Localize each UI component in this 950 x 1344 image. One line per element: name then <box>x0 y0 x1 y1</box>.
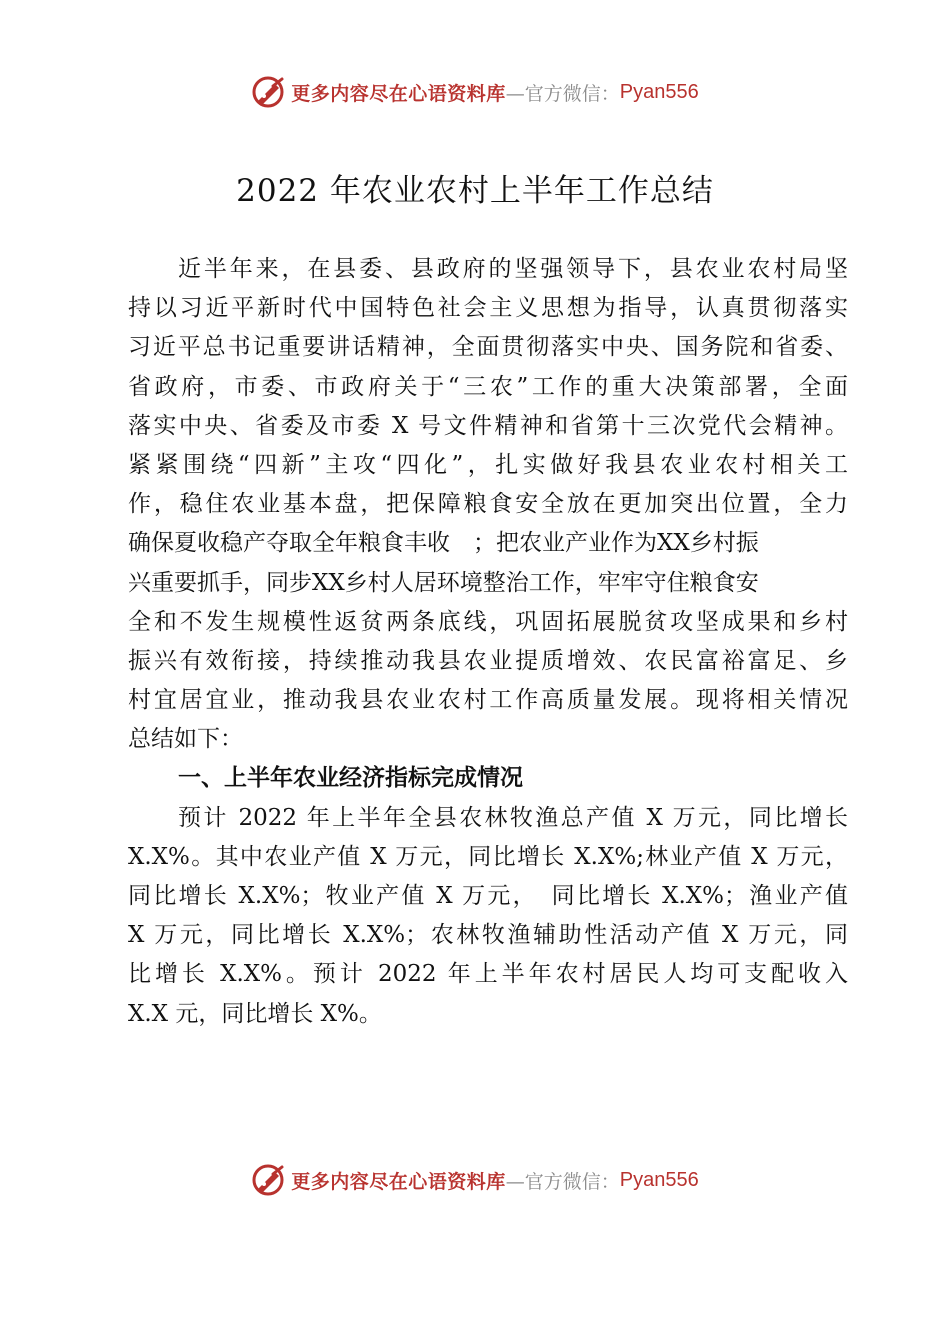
watermark-separator: —官方微信： <box>505 1170 620 1193</box>
watermark-wechat-id: Pyan556 <box>619 80 699 103</box>
pen-logo-icon <box>251 1163 285 1197</box>
paragraph-1-line: 习近平总书记重要讲话精神，全面贯彻落实中央、国务院和省委、 <box>128 334 848 361</box>
paragraph-2-line: X.X 元，同比增长 X%。 <box>128 1000 382 1027</box>
paragraph-2-line: X.X%。其中农业产值 X 万元，同比增长 X.X%;林业产值 X 万元， <box>128 843 848 870</box>
paragraph-2-line: X 万元，同比增长 X.X%；农林牧渔辅助性活动产值 X 万元，同 <box>128 922 848 949</box>
paragraph-1-line: 村宜居宜业，推动我县农业农村工作高质量发展。现将相关情况 <box>128 687 848 714</box>
paragraph-2-line: 比增长 X.X%。预计 2022 年上半年农村居民人均可支配收入 <box>128 961 848 988</box>
watermark-separator: —官方微信： <box>505 82 620 105</box>
paragraph-2-line: 预计 2022 年上半年全县农林牧渔总产值 X 万元，同比增长 <box>178 804 848 831</box>
pen-logo-icon <box>251 75 285 109</box>
document-body <box>128 250 848 1034</box>
paragraph-1-line: 兴重要抓手，同步XX乡村人居环境整治工作，牢牢守住粮食安 <box>128 569 759 596</box>
paragraph-1-line: 紧紧围绕“四新”主攻“四化”，扎实做好我县农业农村相关工 <box>128 451 848 478</box>
watermark-text: 更多内容尽在心语资料库 <box>291 1170 506 1193</box>
paragraph-1-line: 全和不发生规模性返贫两条底线，巩固拓展脱贫攻坚成果和乡村 <box>128 608 848 635</box>
paragraph-1-line: 作，稳住农业基本盘，把保障粮食安全放在更加突出位置，全力 <box>128 491 848 518</box>
watermark-header <box>0 72 950 112</box>
watermark-footer <box>0 1160 950 1200</box>
paragraph-1-line: 近半年来，在县委、县政府的坚强领导下，县农业农村局坚 <box>178 256 848 282</box>
document-title: 2022 年农业农村上半年工作总结 <box>236 173 714 209</box>
paragraph-1-line: 确保夏收稳产夺取全年粮食丰收 ；把农业产业作为XX乡村振 <box>128 530 759 557</box>
paragraph-1-line: 振兴有效衔接，持续推动我县农业提质增效、农民富裕富足、乡 <box>128 647 848 674</box>
paragraph-1-line: 持以习近平新时代中国特色社会主义思想为指导，认真贯彻落实 <box>128 295 848 322</box>
paragraph-1-line: 总结如下： <box>128 726 243 753</box>
paragraph-2-line: 同比增长 X.X%；牧业产值 X 万元， 同比增长 X.X%；渔业产值 <box>128 883 848 909</box>
paragraph-1-line: 落实中央、省委及市委 X 号文件精神和省第十三次党代会精神。 <box>128 412 848 439</box>
watermark-text: 更多内容尽在心语资料库 <box>291 82 506 105</box>
paragraph-1-line: 省政府，市委、市政府关于“三农”工作的重大决策部署，全面 <box>128 373 848 400</box>
section-heading-1: 一、上半年农业经济指标完成情况 <box>178 765 523 792</box>
watermark-wechat-id: Pyan556 <box>619 1168 699 1191</box>
